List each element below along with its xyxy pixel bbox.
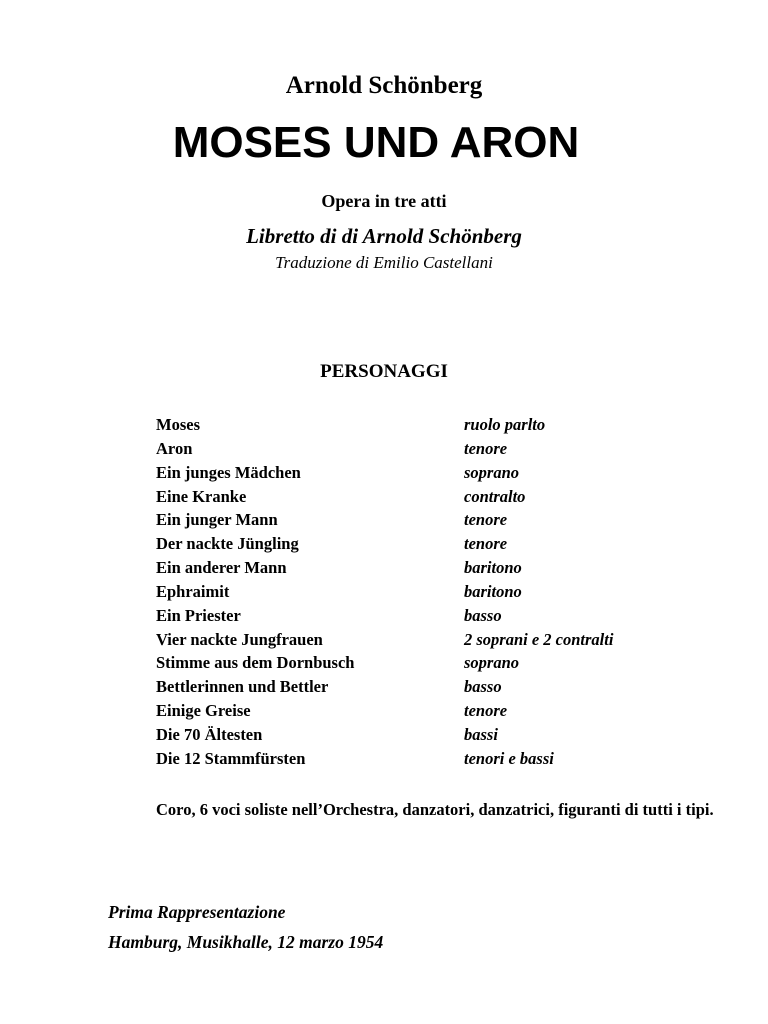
cast-voice: ruolo parlto <box>464 415 546 434</box>
cast-voice: tenore <box>464 534 508 554</box>
cast-voice: basso <box>464 677 502 697</box>
cast-row <box>156 675 756 699</box>
translation-credit: Traduzione di Emilio Castellani <box>275 253 493 272</box>
cast-role: Der nackte Jüngling <box>156 534 299 554</box>
cast-voice: tenori e bassi <box>464 748 554 768</box>
cast-role: Moses <box>156 415 200 434</box>
cast-role: Einige Greise <box>156 701 251 721</box>
libretto-credit: Libretto di di Arnold Schönberg <box>246 224 522 248</box>
cast-voice: 2 soprani e 2 contralti <box>464 629 614 649</box>
premiere-detail: Hamburg, Musikhalle, 12 marzo 1954 <box>108 932 384 952</box>
cast-voice: bassi <box>464 724 498 744</box>
cast-voice: soprano <box>464 653 520 673</box>
cast-row <box>156 556 756 580</box>
cast-row <box>156 699 756 723</box>
cast-row <box>156 580 756 604</box>
cast-row <box>156 508 756 532</box>
cast-row <box>156 651 756 675</box>
composer-name: Arnold Schönberg <box>285 72 483 99</box>
cast-role: Vier nackte Jungfrauen <box>156 629 323 649</box>
cast-heading: PERSONAGGI <box>320 361 448 382</box>
cast-row <box>156 437 756 461</box>
cast-row <box>156 747 756 771</box>
cast-list <box>156 413 756 771</box>
cast-role: Bettlerinnen und Bettler <box>156 677 329 697</box>
cast-voice: baritono <box>464 581 522 601</box>
cast-voice: tenore <box>464 701 508 721</box>
cast-role: Die 70 Ältesten <box>156 724 263 744</box>
cast-voice: soprano <box>464 462 520 482</box>
cast-role: Ein junges Mädchen <box>156 462 301 482</box>
cast-role: Eine Kranke <box>156 486 247 506</box>
cast-voice: tenore <box>464 510 508 530</box>
cast-role: Die 12 Stammfürsten <box>156 748 306 768</box>
cast-role: Ein junger Mann <box>156 510 278 530</box>
cast-role: Ein Priester <box>156 605 241 625</box>
ensemble-note: Coro, 6 voci soliste nell’Orchestra, danzatori, danzatrici, figuranti di tutti i tipi. <box>156 800 714 819</box>
cast-row <box>156 532 756 556</box>
cast-voice: contralto <box>464 486 526 506</box>
cast-role: Stimme aus dem Dornbusch <box>156 653 355 673</box>
cast-row <box>156 413 756 437</box>
cast-voice: baritono <box>464 558 522 578</box>
opera-subtitle: Opera in tre atti <box>321 191 447 211</box>
cast-voice: tenore <box>464 438 508 458</box>
premiere-label: Prima Rappresentazione <box>108 902 286 922</box>
cast-row <box>156 628 756 652</box>
cast-row <box>156 604 756 628</box>
cast-voice: basso <box>464 605 502 625</box>
cast-row <box>156 723 756 747</box>
opera-title: MOSES UND ARON <box>172 118 580 167</box>
cast-row <box>156 461 756 485</box>
cast-role: Ephraimit <box>156 581 230 601</box>
cast-row <box>156 485 756 509</box>
cast-role: Ein anderer Mann <box>156 558 287 578</box>
cast-role: Aron <box>156 438 193 458</box>
